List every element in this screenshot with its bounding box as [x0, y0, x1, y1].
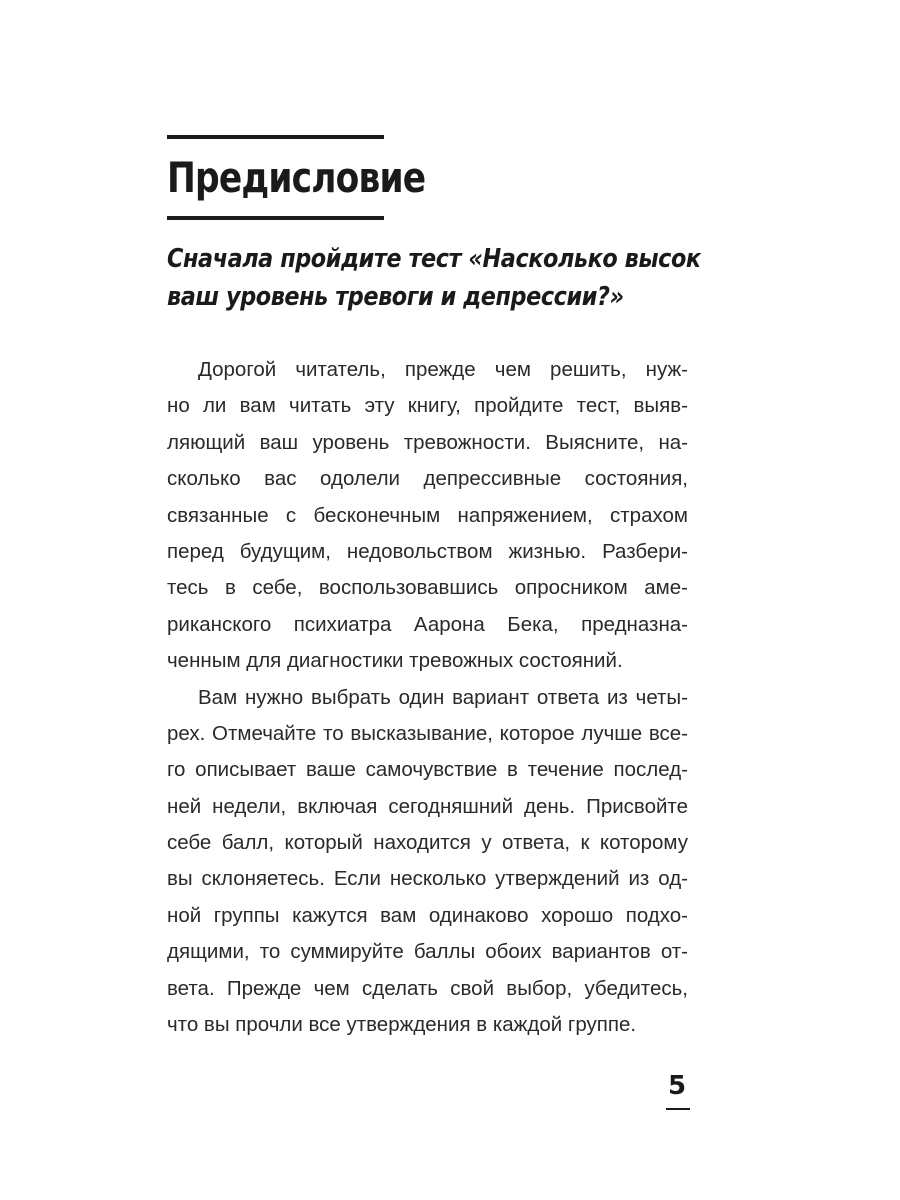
text-line: дящими, то суммируйте баллы обоих вариантов от-: [167, 940, 688, 964]
text-line: вета. Прежде чем сделать свой выбор, убедитесь,: [167, 976, 688, 1000]
paragraph-1: [167, 352, 688, 680]
text-line: рех. Отмечайте то высказывание, которое лучше все-: [167, 721, 688, 745]
text-line: ляющий ваш уровень тревожности. Выясните, на-: [167, 430, 688, 454]
text-line: Дорогой читатель, прежде чем решить, нуж-: [198, 358, 688, 381]
chapter-title: Предисловие: [167, 153, 426, 202]
paragraph-2: [167, 680, 688, 1044]
title-rule-top: [167, 135, 384, 139]
body-text: [167, 352, 688, 1043]
text-line: сколько вас одолели депрессивные состояния,: [167, 467, 688, 491]
chapter-subtitle: [167, 240, 701, 316]
subtitle-line: Сначала пройдите тест «Насколько высок: [167, 244, 701, 274]
subtitle-line: ваш уровень тревоги и депрессии?»: [167, 282, 624, 312]
text-line: го описывает ваше самочувствие в течение послед-: [167, 758, 688, 782]
text-line: ней недели, включая сегодняшний день. Присвойте: [167, 794, 688, 818]
text-line: перед будущим, недовольством жизнью. Разбери-: [167, 539, 688, 563]
text-line: себе балл, который находится у ответа, к которому: [167, 831, 688, 855]
text-line: что вы прочли все утверждения в каждой группе.: [167, 1013, 637, 1037]
page-number: 5: [667, 1071, 687, 1101]
text-line: вы склоняетесь. Если несколько утверждений из од-: [167, 867, 688, 891]
text-line: связанные с бесконечным напряжением, страхом: [167, 503, 688, 527]
text-line: но ли вам читать эту книгу, пройдите тест, выяв-: [167, 394, 688, 418]
text-line: тесь в себе, воспользовавшись опросником аме-: [167, 576, 688, 600]
text-line: Вам нужно выбрать один вариант ответа из четы-: [198, 685, 688, 709]
page-number-rule: [666, 1108, 690, 1110]
text-line: риканского психиатра Аарона Бека, предназна-: [167, 612, 688, 636]
title-rule-bottom: [167, 216, 384, 220]
text-line: ченным для диагностики тревожных состояний.: [167, 649, 623, 673]
text-line: ной группы кажутся вам одинаково хорошо подхо-: [167, 903, 688, 927]
